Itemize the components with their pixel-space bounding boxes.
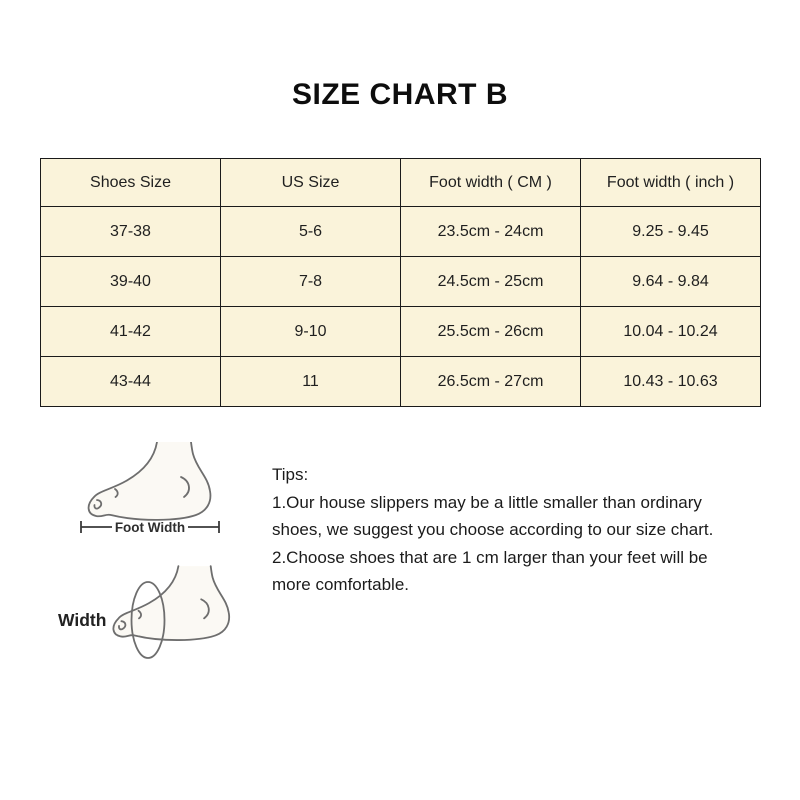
tips-section — [272, 461, 713, 599]
tips-line: 1.Our house slippers may be a little smaller than ordinary — [272, 492, 702, 512]
table-cell: 25.5cm - 26cm — [401, 307, 581, 357]
tips-line: 2.Choose shoes that are 1 cm larger than your feet will be — [272, 547, 708, 567]
table-cell: 9.64 - 9.84 — [581, 257, 761, 307]
tips-line: more comfortable. — [272, 575, 409, 594]
table-cell: 7-8 — [221, 257, 401, 307]
table-row — [41, 207, 761, 257]
foot-outline — [113, 566, 229, 640]
table-cell: 5-6 — [221, 207, 401, 257]
foot-outline — [89, 442, 211, 520]
table-row — [41, 307, 761, 357]
table-cell: 10.43 - 10.63 — [581, 357, 761, 407]
header-foot-width-inch: Foot width ( inch ) — [581, 159, 761, 207]
tips-heading: Tips: — [272, 465, 309, 484]
foot-width-measurement-icon — [75, 442, 225, 537]
table-cell: 43-44 — [41, 357, 221, 407]
table-cell: 10.04 - 10.24 — [581, 307, 761, 357]
page-title: SIZE CHART B — [292, 78, 508, 111]
foot-width-label: Foot Width — [114, 520, 186, 535]
header-foot-width-cm: Foot width ( CM ) — [401, 159, 581, 207]
table-header-row — [41, 159, 761, 207]
size-chart-table — [40, 158, 761, 407]
table-cell: 9-10 — [221, 307, 401, 357]
table-cell: 39-40 — [41, 257, 221, 307]
table-cell: 26.5cm - 27cm — [401, 357, 581, 407]
table-row — [41, 257, 761, 307]
header-shoes-size: Shoes Size — [41, 159, 221, 207]
table-cell: 9.25 - 9.45 — [581, 207, 761, 257]
table-cell: 11 — [221, 357, 401, 407]
table-cell: 23.5cm - 24cm — [401, 207, 581, 257]
tips-line: shoes, we suggest you choose according to our size chart. — [272, 520, 714, 539]
table-cell: 24.5cm - 25cm — [401, 257, 581, 307]
foot-girth-measurement-icon — [58, 552, 243, 667]
width-label: Width — [58, 610, 107, 630]
header-us-size: US Size — [221, 159, 401, 207]
table-cell: 37-38 — [41, 207, 221, 257]
table-row — [41, 357, 761, 407]
table-cell: 41-42 — [41, 307, 221, 357]
